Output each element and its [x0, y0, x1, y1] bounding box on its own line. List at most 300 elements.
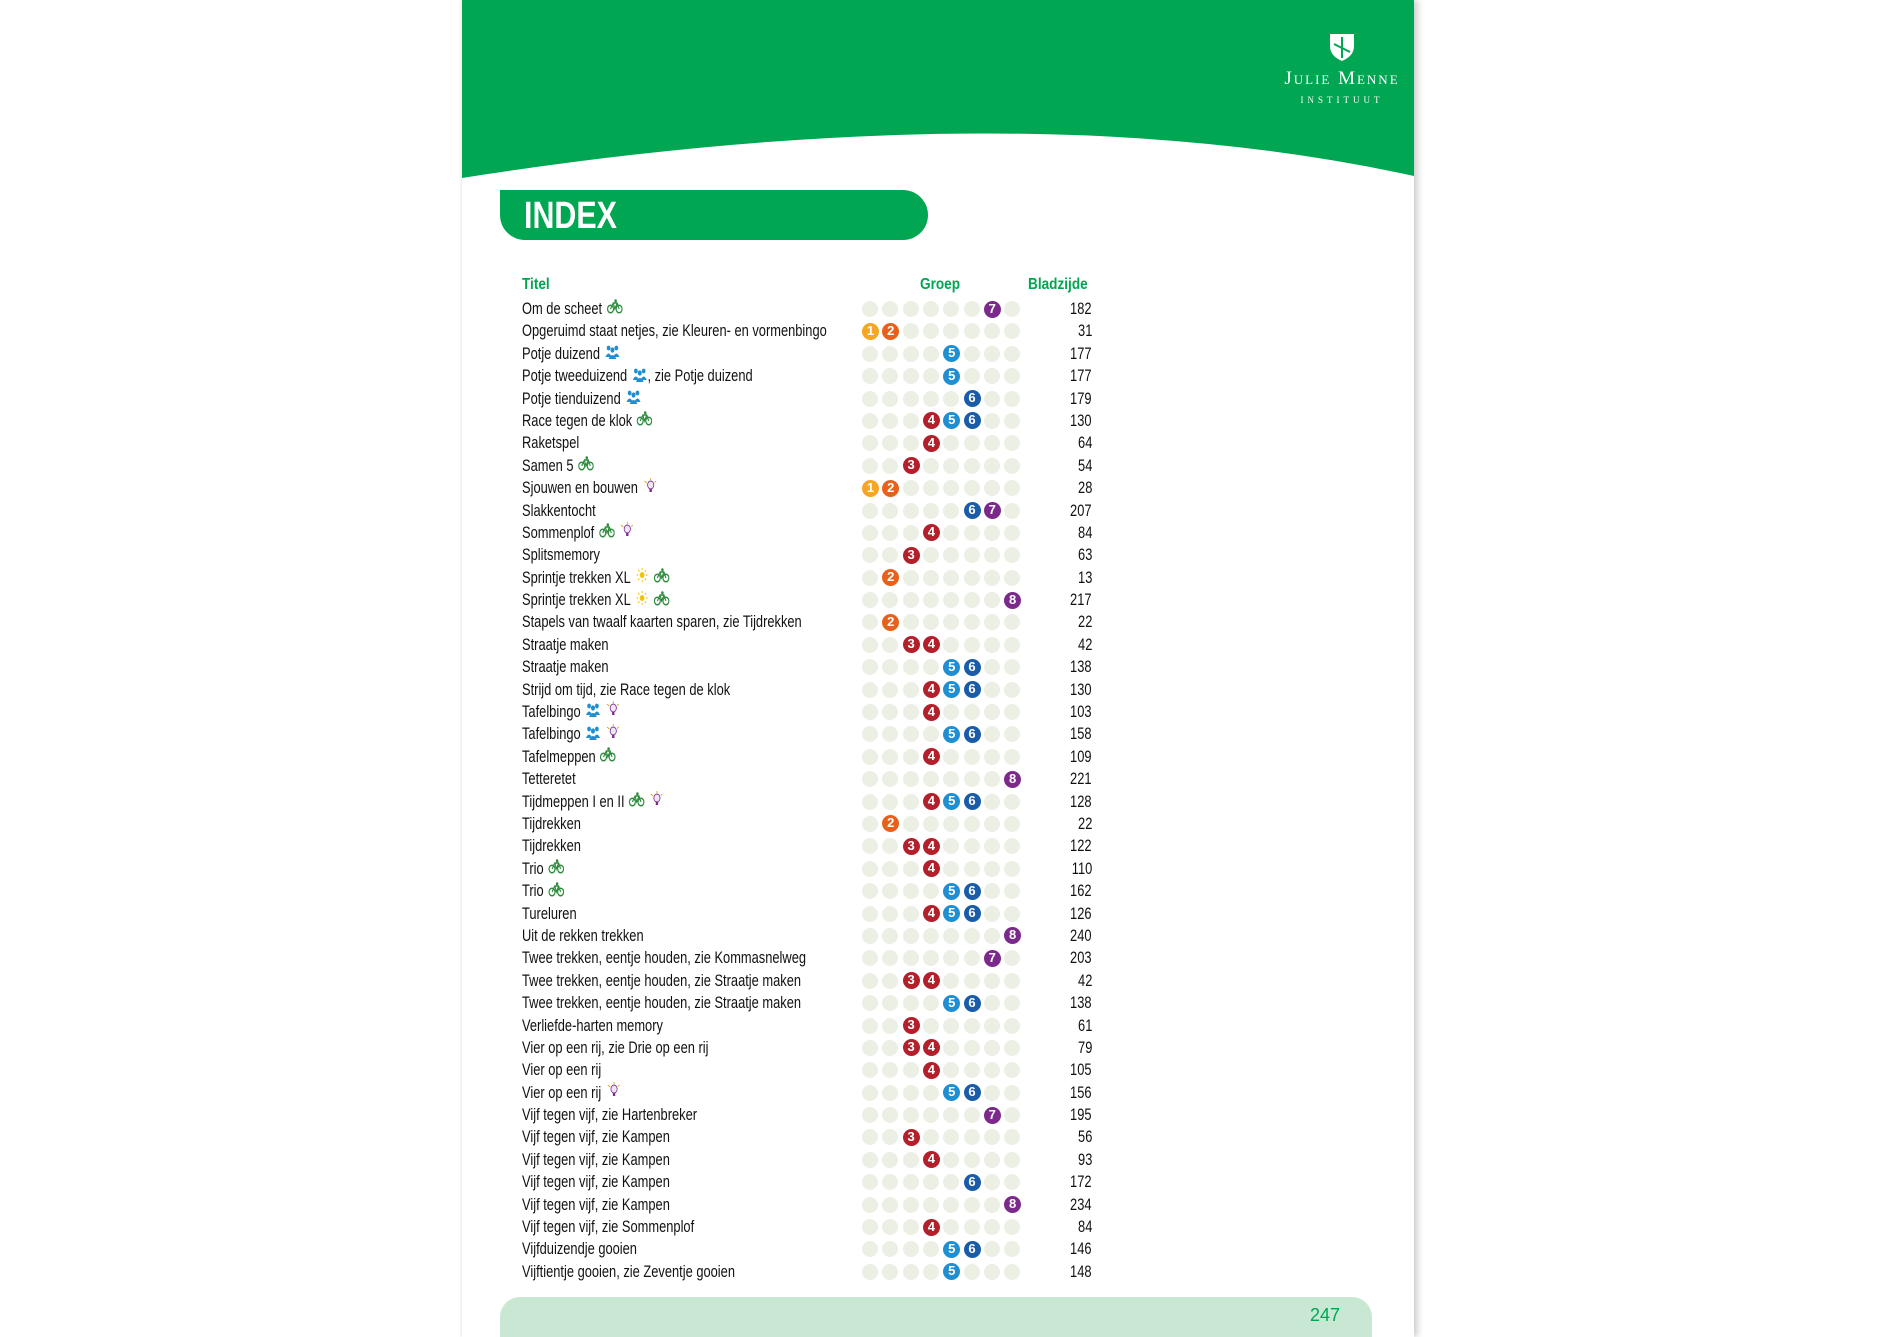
group-badge-4: 4: [923, 1039, 940, 1056]
entry-title: [522, 1104, 697, 1126]
index-row: [462, 477, 1414, 499]
entry-page: 162: [1070, 882, 1092, 901]
group-slot-empty: [964, 704, 980, 720]
entry-page: 28: [1077, 479, 1092, 498]
entry-title-text: Stapels van twaalf kaarten sparen, zie Tijdrekken: [522, 613, 802, 632]
group-slot-empty: [984, 973, 1000, 989]
group-slot-empty: [923, 346, 939, 362]
index-row: [462, 1082, 1414, 1104]
group-slot-empty: [862, 614, 878, 630]
group-slot-empty: [964, 973, 980, 989]
index-row: [462, 500, 1414, 522]
entry-page: 13: [1077, 568, 1092, 587]
group-slot-empty: [964, 1040, 980, 1056]
group-slot-empty: [964, 950, 980, 966]
group-badge-4: 4: [923, 681, 940, 698]
group-slot-empty: [862, 1174, 878, 1190]
index-row: [462, 365, 1414, 387]
index-row: [462, 970, 1414, 992]
group-icon: [585, 701, 601, 723]
group-slot-empty: [984, 1018, 1000, 1034]
group-slot-empty: [943, 1152, 959, 1168]
group-slot-empty: [923, 458, 939, 474]
entry-page: 138: [1070, 994, 1092, 1013]
group-slot-empty: [1004, 480, 1020, 496]
group-slot-empty: [964, 570, 980, 586]
entry-page: 177: [1070, 344, 1092, 363]
index-row: [462, 1238, 1414, 1260]
entry-title-text: Tijdrekken: [522, 837, 581, 856]
group-slot-empty: [943, 704, 959, 720]
entry-title-text: Tetteretet: [522, 770, 576, 789]
entry-title: [522, 858, 564, 880]
group-badge-4: 4: [923, 412, 940, 429]
index-row: [462, 567, 1414, 589]
group-badge-4: 4: [923, 1151, 940, 1168]
group-slot-empty: [984, 1129, 1000, 1145]
group-badge-5: 5: [943, 1084, 960, 1101]
group-icon: [632, 366, 648, 388]
group-slot-empty: [862, 547, 878, 563]
group-slot-empty: [1004, 973, 1020, 989]
entry-title: [522, 701, 620, 723]
group-badge-6: 6: [964, 659, 981, 676]
index-row: [462, 432, 1414, 454]
entry-title: [522, 455, 594, 477]
entry-title: [522, 500, 596, 522]
entry-title: [522, 768, 576, 790]
group-slot-empty: [964, 592, 980, 608]
entry-title-text: Vier op een rij: [522, 1061, 602, 1080]
entry-page: 138: [1070, 658, 1092, 677]
group-slot-empty: [882, 1018, 898, 1034]
group-slot-empty: [1004, 368, 1020, 384]
index-row: [462, 656, 1414, 678]
group-slot-empty: [943, 1018, 959, 1034]
group-slot-empty: [943, 614, 959, 630]
group-badge-2: 2: [882, 614, 899, 631]
group-slot-empty: [984, 1062, 1000, 1078]
group-badge-8: 8: [1004, 1196, 1021, 1213]
group-slot-empty: [923, 592, 939, 608]
group-slot-empty: [882, 704, 898, 720]
group-slot-empty: [923, 928, 939, 944]
group-slot-empty: [923, 771, 939, 787]
group-slot-empty: [1004, 391, 1020, 407]
group-slot-empty: [1004, 503, 1020, 519]
entry-title: [522, 1216, 694, 1238]
group-slot-empty: [964, 1129, 980, 1145]
group-slot-empty: [964, 816, 980, 832]
group-slot-empty: [923, 950, 939, 966]
group-badge-5: 5: [943, 883, 960, 900]
group-slot-empty: [984, 570, 1000, 586]
group-badge-4: 4: [923, 704, 940, 721]
group-badge-5: 5: [943, 905, 960, 922]
group-slot-empty: [862, 906, 878, 922]
group-slot-empty: [984, 413, 1000, 429]
group-slot-empty: [1004, 794, 1020, 810]
entry-page: 234: [1070, 1195, 1092, 1214]
group-slot-empty: [943, 861, 959, 877]
group-slot-empty: [1004, 1264, 1020, 1280]
group-slot-empty: [882, 525, 898, 541]
group-badge-7: 7: [984, 950, 1001, 967]
group-slot-empty: [984, 1152, 1000, 1168]
entry-title: [522, 298, 622, 320]
group-slot-empty: [943, 301, 959, 317]
group-slot-empty: [903, 1219, 919, 1235]
index-row: [462, 1037, 1414, 1059]
entry-title: [522, 656, 609, 678]
group-badge-5: 5: [943, 1241, 960, 1258]
group-badge-5: 5: [943, 412, 960, 429]
group-slot-empty: [1004, 861, 1020, 877]
group-slot-empty: [943, 1197, 959, 1213]
entry-title-text: Sprintje trekken XL: [522, 591, 631, 610]
group-slot-empty: [903, 570, 919, 586]
group-slot-empty: [964, 435, 980, 451]
entry-page: 179: [1070, 389, 1092, 408]
group-badge-5: 5: [943, 995, 960, 1012]
bike-icon: [654, 567, 670, 589]
group-slot-empty: [882, 1197, 898, 1213]
entry-title: [522, 992, 801, 1014]
entry-page: 61: [1077, 1016, 1092, 1035]
entry-title-text: Vijf tegen vijf, zie Kampen: [522, 1128, 670, 1147]
group-slot-empty: [882, 794, 898, 810]
group-badge-4: 4: [923, 838, 940, 855]
group-slot-empty: [923, 995, 939, 1011]
entry-title: [522, 522, 633, 544]
entry-page: 84: [1077, 1218, 1092, 1237]
group-badge-2: 2: [882, 323, 899, 340]
group-slot-empty: [943, 503, 959, 519]
group-slot-empty: [964, 547, 980, 563]
entry-title-text: Tijdrekken: [522, 814, 581, 833]
group-slot-empty: [923, 1264, 939, 1280]
group-slot-empty: [903, 883, 919, 899]
entry-title-text: Straatje maken: [522, 635, 609, 654]
group-badge-6: 6: [964, 502, 981, 519]
group-slot-empty: [882, 391, 898, 407]
entry-title: [522, 1261, 735, 1283]
entry-title-text: Sprintje trekken XL: [522, 568, 631, 587]
group-slot-empty: [1004, 1174, 1020, 1190]
group-slot-empty: [862, 749, 878, 765]
entry-title-text: Vijftientje gooien, zie Zeventje gooien: [522, 1262, 735, 1281]
group-slot-empty: [882, 1107, 898, 1123]
group-slot-empty: [882, 1085, 898, 1101]
group-slot-empty: [862, 570, 878, 586]
index-row: [462, 589, 1414, 611]
entry-page: 130: [1070, 411, 1092, 430]
entry-page: 221: [1070, 770, 1092, 789]
group-badge-6: 6: [964, 1084, 981, 1101]
index-row: [462, 1261, 1414, 1283]
index-row: [462, 320, 1414, 342]
group-slot-empty: [1004, 1085, 1020, 1101]
index-row: [462, 768, 1414, 790]
group-badge-6: 6: [964, 1241, 981, 1258]
group-slot-empty: [984, 592, 1000, 608]
group-slot-empty: [923, 570, 939, 586]
entry-title: [522, 365, 753, 387]
group-slot-empty: [943, 1040, 959, 1056]
group-badge-3: 3: [903, 972, 920, 989]
group-slot-empty: [903, 950, 919, 966]
group-slot-empty: [943, 1129, 959, 1145]
group-slot-empty: [862, 726, 878, 742]
entry-title: [522, 634, 609, 656]
entry-title: [522, 903, 577, 925]
footer-band: [500, 1297, 1372, 1337]
group-slot-empty: [882, 771, 898, 787]
group-slot-empty: [984, 838, 1000, 854]
group-slot-empty: [903, 592, 919, 608]
group-slot-empty: [1004, 749, 1020, 765]
group-slot-empty: [882, 973, 898, 989]
group-slot-empty: [903, 906, 919, 922]
group-slot-empty: [862, 1152, 878, 1168]
group-badge-6: 6: [964, 1174, 981, 1191]
group-slot-empty: [862, 1129, 878, 1145]
group-slot-empty: [1004, 1219, 1020, 1235]
group-icon: [605, 343, 621, 365]
group-slot-empty: [882, 1129, 898, 1145]
group-slot-empty: [943, 928, 959, 944]
group-slot-empty: [943, 749, 959, 765]
group-slot-empty: [862, 995, 878, 1011]
group-badge-1: 1: [862, 323, 879, 340]
entry-title-text: Verliefde-harten memory: [522, 1016, 663, 1035]
entry-title: [522, 970, 801, 992]
group-slot-empty: [964, 861, 980, 877]
index-row: [462, 925, 1414, 947]
group-slot-empty: [1004, 323, 1020, 339]
group-slot-empty: [984, 816, 1000, 832]
group-slot-empty: [882, 749, 898, 765]
group-slot-empty: [984, 435, 1000, 451]
group-badge-4: 4: [923, 972, 940, 989]
group-badge-4: 4: [923, 524, 940, 541]
sun-icon: [635, 567, 649, 589]
bike-icon: [578, 455, 594, 477]
shield-icon: [1328, 32, 1356, 62]
entry-page: 105: [1070, 1061, 1092, 1080]
entry-title: [522, 1149, 670, 1171]
group-slot-empty: [964, 771, 980, 787]
entry-title: [522, 679, 730, 701]
group-slot-empty: [1004, 682, 1020, 698]
group-slot-empty: [984, 1219, 1000, 1235]
entry-page: 177: [1070, 367, 1092, 386]
group-slot-empty: [964, 525, 980, 541]
group-slot-empty: [984, 525, 1000, 541]
entry-page: 128: [1070, 792, 1092, 811]
group-badge-6: 6: [964, 390, 981, 407]
group-slot-empty: [984, 637, 1000, 653]
group-slot-empty: [943, 1107, 959, 1123]
index-row: [462, 544, 1414, 566]
group-slot-empty: [1004, 1129, 1020, 1145]
entry-title: [522, 880, 564, 902]
group-slot-empty: [862, 1197, 878, 1213]
group-slot-empty: [882, 1241, 898, 1257]
entry-title: [522, 611, 802, 633]
group-slot-empty: [882, 682, 898, 698]
entry-title: [522, 1238, 637, 1260]
group-badge-2: 2: [882, 480, 899, 497]
group-slot-empty: [882, 1040, 898, 1056]
entry-page: 130: [1070, 680, 1092, 699]
group-slot-empty: [862, 794, 878, 810]
group-slot-empty: [984, 861, 1000, 877]
column-header-group: Groep: [920, 276, 961, 293]
group-slot-empty: [984, 391, 1000, 407]
index-row: [462, 298, 1414, 320]
group-slot-empty: [903, 1062, 919, 1078]
group-icon: [585, 724, 601, 746]
entry-title: [522, 544, 600, 566]
entry-page: 56: [1077, 1128, 1092, 1147]
section-title: INDEX: [524, 195, 617, 237]
group-badge-6: 6: [964, 995, 981, 1012]
index-row: [462, 701, 1414, 723]
group-slot-empty: [923, 480, 939, 496]
group-slot-empty: [964, 368, 980, 384]
group-slot-empty: [943, 458, 959, 474]
group-slot-empty: [943, 525, 959, 541]
section-title-banner: [500, 190, 928, 240]
entry-page: 195: [1070, 1106, 1092, 1125]
index-row: [462, 455, 1414, 477]
group-slot-empty: [964, 928, 980, 944]
entry-page: 158: [1070, 725, 1092, 744]
group-slot-empty: [984, 928, 1000, 944]
group-slot-empty: [903, 1152, 919, 1168]
entry-title-suffix: , zie Potje duizend: [647, 367, 753, 386]
group-badge-5: 5: [943, 726, 960, 743]
group-badge-6: 6: [964, 412, 981, 429]
entry-title-text: Tafelbingo: [522, 725, 581, 744]
group-badge-4: 4: [923, 905, 940, 922]
entry-title-text: Twee trekken, eentje houden, zie Straatje maken: [522, 971, 802, 990]
group-badge-8: 8: [1004, 592, 1021, 609]
group-badge-3: 3: [903, 457, 920, 474]
entry-title-text: Om de scheet: [522, 300, 603, 318]
entry-title-text: Tijdmeppen I en II: [522, 792, 625, 811]
group-slot-empty: [903, 391, 919, 407]
group-slot-empty: [943, 592, 959, 608]
entry-page: 42: [1077, 971, 1092, 990]
entry-title-text: Straatje maken: [522, 658, 609, 677]
group-slot-empty: [903, 480, 919, 496]
group-slot-empty: [882, 659, 898, 675]
group-badge-4: 4: [923, 435, 940, 452]
entry-page: 54: [1077, 456, 1092, 475]
group-slot-empty: [1004, 726, 1020, 742]
group-slot-empty: [923, 547, 939, 563]
brand-logo: [1242, 32, 1414, 105]
group-slot-empty: [984, 906, 1000, 922]
group-slot-empty: [903, 413, 919, 429]
group-slot-empty: [862, 704, 878, 720]
group-badge-2: 2: [882, 815, 899, 832]
index-row: [462, 611, 1414, 633]
group-slot-empty: [984, 1197, 1000, 1213]
group-slot-empty: [862, 458, 878, 474]
group-slot-empty: [882, 1062, 898, 1078]
index-row: [462, 835, 1414, 857]
entry-title-text: Potje duizend: [522, 344, 600, 363]
index-row: [462, 410, 1414, 432]
group-badge-8: 8: [1004, 771, 1021, 788]
group-slot-empty: [1004, 301, 1020, 317]
entry-title-text: Vijf tegen vijf, zie Sommenplof: [522, 1218, 695, 1237]
group-slot-empty: [862, 637, 878, 653]
group-badge-3: 3: [903, 636, 920, 653]
group-badge-2: 2: [882, 569, 899, 586]
idea-icon: [606, 701, 620, 723]
group-slot-empty: [862, 435, 878, 451]
entry-title-text: Vijf tegen vijf, zie Kampen: [522, 1150, 670, 1169]
group-slot-empty: [964, 614, 980, 630]
entry-page: 240: [1070, 926, 1092, 945]
bike-icon: [600, 746, 616, 768]
entry-title: [522, 1059, 601, 1081]
entry-title-text: Splitsmemory: [522, 546, 600, 565]
group-slot-empty: [903, 1197, 919, 1213]
entry-title-text: Strijd om tijd, zie Race tegen de klok: [522, 680, 731, 699]
entry-page: 109: [1070, 747, 1092, 766]
index-row: [462, 388, 1414, 410]
group-slot-empty: [943, 771, 959, 787]
idea-icon: [643, 478, 657, 500]
group-slot-empty: [882, 1219, 898, 1235]
entry-title-text: Trio: [522, 882, 544, 901]
group-slot-empty: [862, 838, 878, 854]
index-row: [462, 1149, 1414, 1171]
group-slot-empty: [1004, 906, 1020, 922]
group-slot-empty: [984, 995, 1000, 1011]
idea-icon: [619, 522, 633, 544]
entry-page: 126: [1070, 904, 1092, 923]
group-slot-empty: [943, 973, 959, 989]
group-slot-empty: [984, 704, 1000, 720]
group-slot-empty: [923, 816, 939, 832]
group-slot-empty: [903, 771, 919, 787]
entry-page: 146: [1070, 1240, 1092, 1259]
group-slot-empty: [964, 323, 980, 339]
group-slot-empty: [1004, 346, 1020, 362]
group-slot-empty: [984, 794, 1000, 810]
group-slot-empty: [882, 906, 898, 922]
entry-title: [522, 1126, 670, 1148]
group-slot-empty: [903, 301, 919, 317]
group-badge-8: 8: [1004, 927, 1021, 944]
group-slot-empty: [903, 1107, 919, 1123]
group-slot-empty: [923, 659, 939, 675]
group-slot-empty: [984, 749, 1000, 765]
group-slot-empty: [862, 816, 878, 832]
entry-title-text: Potje tienduizend: [522, 389, 621, 408]
entry-title-text: Twee trekken, eentje houden, zie Straatje maken: [522, 994, 802, 1013]
group-slot-empty: [1004, 1107, 1020, 1123]
group-slot-empty: [984, 547, 1000, 563]
entry-title-text: Samen 5: [522, 456, 574, 475]
group-slot-empty: [943, 435, 959, 451]
